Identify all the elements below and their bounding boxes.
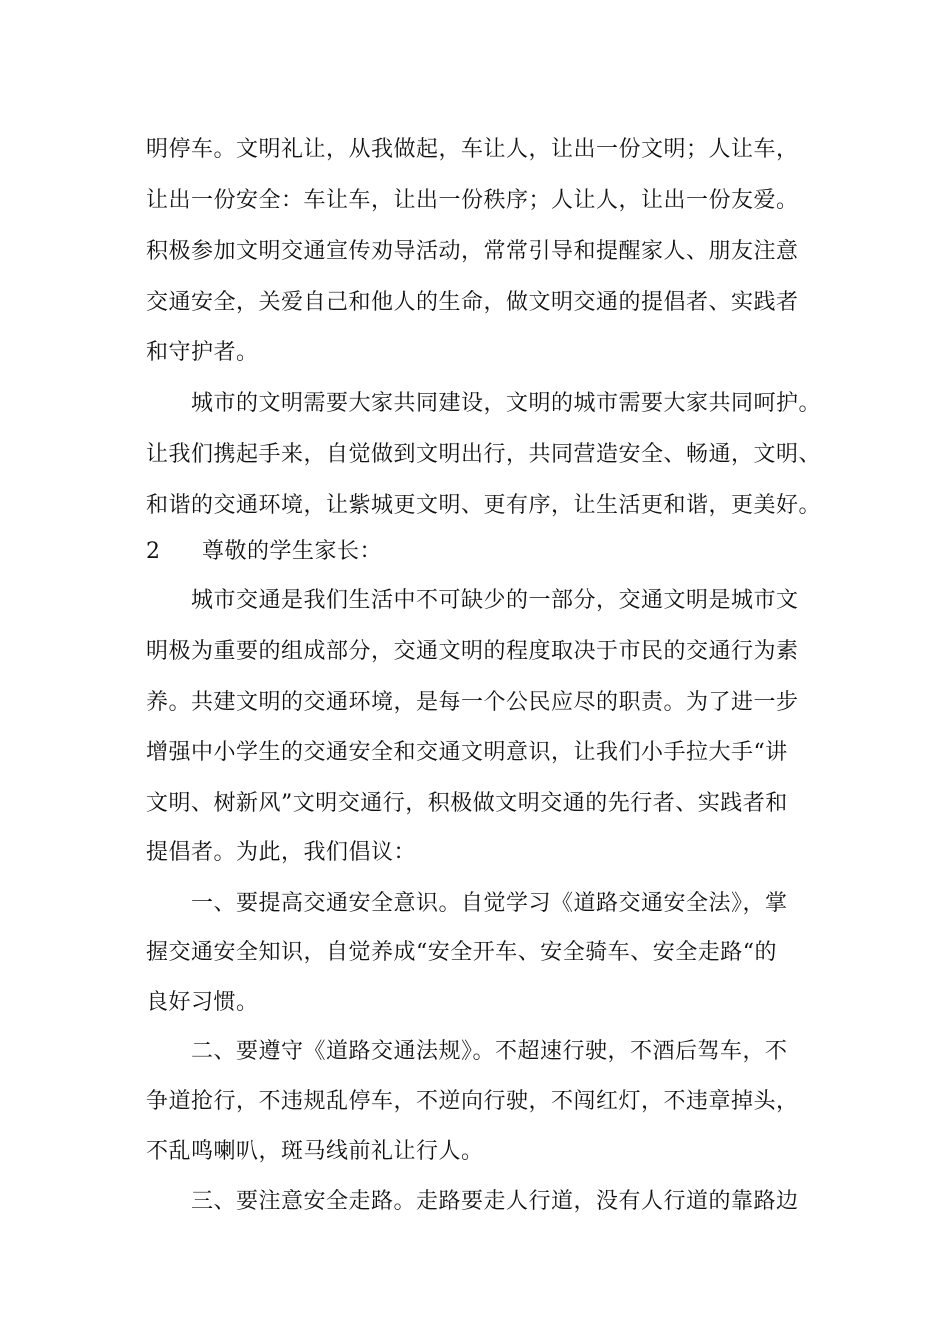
text-line: 和守护者。: [146, 340, 259, 365]
text-line: 握交通安全知识，自觉养成“安全开车、安全骑车、安全走路“的: [146, 940, 777, 965]
text-line: 养。共建文明的交通环境，是每一个公民应尽的职责。为了进一步: [146, 690, 799, 715]
text-line: 让我们携起手来，自觉做到文明出行，共同营造安全、畅通，文明、: [146, 442, 822, 467]
text-line: 积极参加文明交通宣传劝导活动，常常引导和提醒家人、朋友注意: [146, 239, 799, 264]
text-line: 明停车。文明礼让，从我做起，车让人，让出一份文明；人让车，: [146, 137, 799, 162]
text-line: 让出一份安全：车让车，让出一份秩序；人让人，让出一份友爱。: [146, 188, 799, 213]
text-line: 提倡者。为此，我们倡议：: [146, 840, 417, 865]
text-line: 增强中小学生的交通安全和交通文明意识，让我们小手拉大手“讲: [146, 740, 788, 765]
text-line: 和谐的交通环境，让紫城更文明、更有序，让生活更和谐，更美好。: [146, 493, 822, 518]
text-line: 文明、树新风”文明交通行，积极做文明交通的先行者、实践者和: [146, 791, 788, 816]
text-line: 争道抢行，不违规乱停车，不逆向行驶，不闯红灯，不违章掉头，: [146, 1089, 799, 1114]
text-line: 明极为重要的组成部分，交通文明的程度取决于市民的交通行为素: [146, 639, 799, 664]
text-line: 不乱鸣喇叭，斑马线前礼让行人。: [146, 1139, 484, 1164]
text-line: 交通安全，关爱自己和他人的生命，做文明交通的提倡者、实践者: [146, 290, 799, 315]
paragraph-start: 三、要注意安全走路。走路要走人行道，没有人行道的靠路边: [191, 1189, 799, 1214]
paragraph-start: 一、要提高交通安全意识。自觉学习《道路交通安全法》，掌: [191, 891, 788, 916]
paragraph-start: 城市交通是我们生活中不可缺少的一部分，交通文明是城市文: [191, 588, 799, 613]
salutation: 尊敬的学生家长：: [202, 539, 383, 564]
paragraph-start: 城市的文明需要大家共同建设，文明的城市需要大家共同呵护。: [191, 391, 822, 416]
text-line: 良好习惯。: [146, 990, 259, 1015]
section-number: 2: [146, 539, 161, 564]
paragraph-start: 二、要遵守《道路交通法规》。不超速行驶，不酒后驾车，不: [191, 1039, 788, 1064]
